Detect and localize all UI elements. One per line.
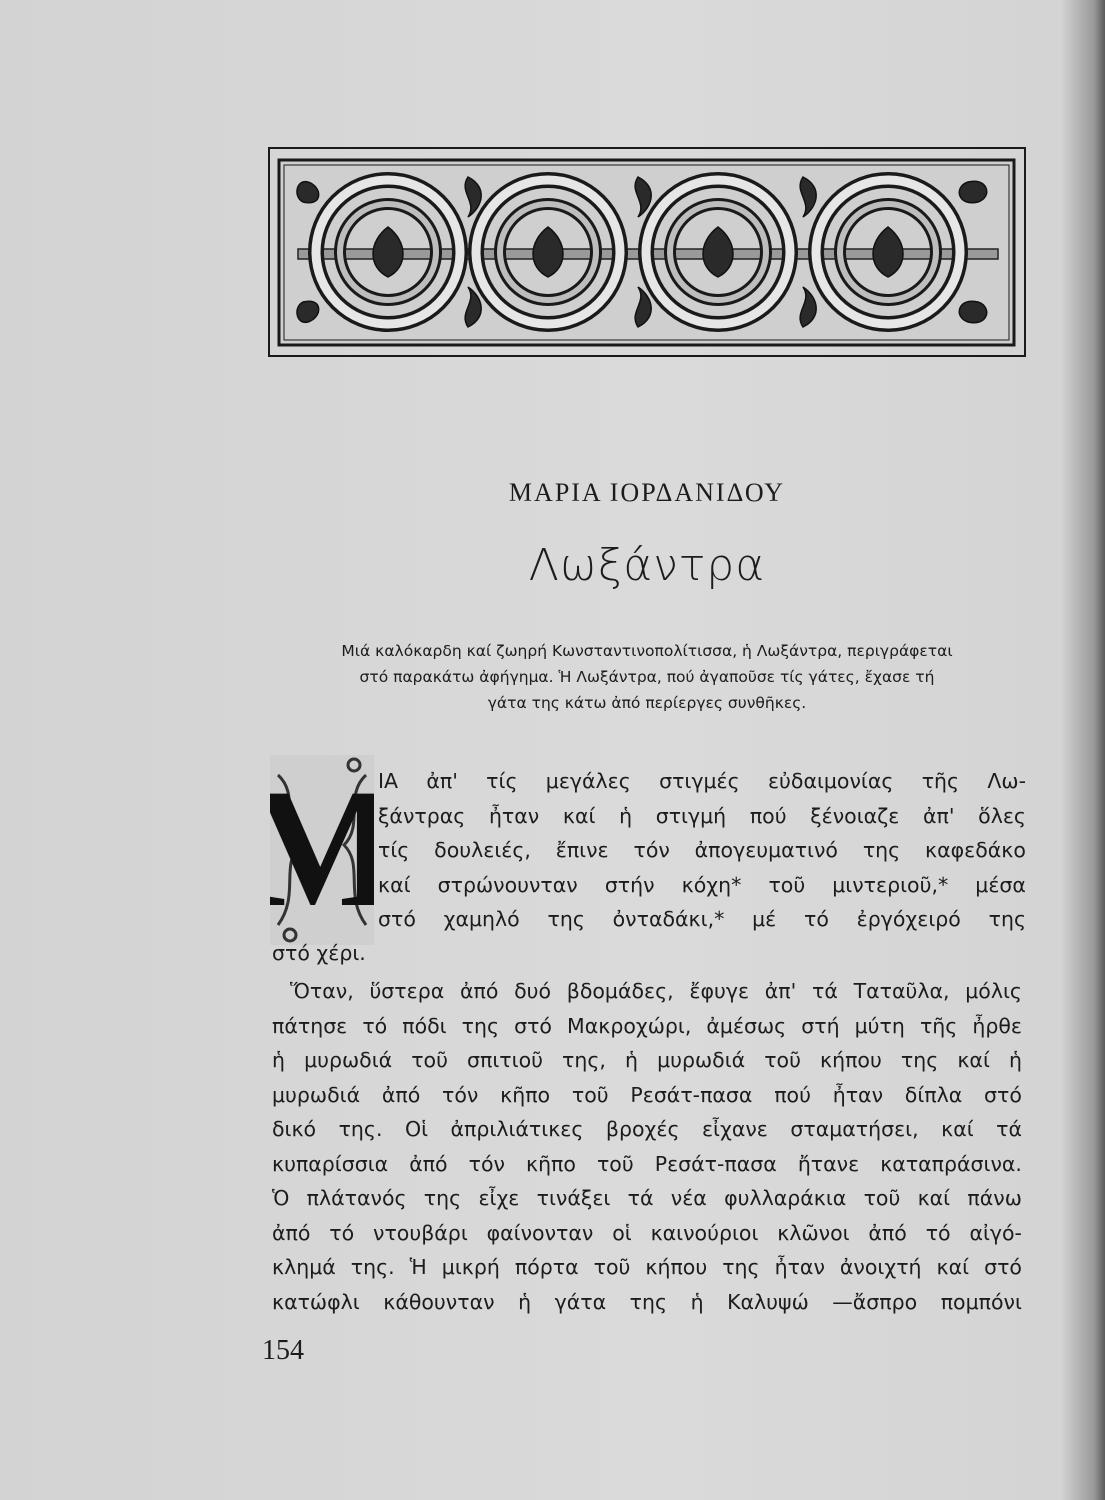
- text-line: δικό της. Οἱ ἀπριλιάτικες βροχές εἶχανε σταματήσει, καί τά: [272, 1117, 1022, 1141]
- intro-line: στό παρακάτω ἀφήγημα. Ἡ Λωξάντρα, πού ἀγαποῦσε τίς γάτες, ἔχασε τή: [359, 668, 935, 686]
- text-line: στό χαμηλό της ὀνταδάκι,* μέ τό ἐργόχειρό της: [378, 907, 1026, 931]
- text-line: στό χέρι.: [272, 941, 366, 965]
- paragraph-1: [378, 764, 1026, 937]
- text-line: Ὅταν, ὕστερα ἀπό δυό βδομάδες, ἔφυγε ἀπ' τά Ταταῦλα, μόλις: [290, 979, 1022, 1003]
- text-line: πάτησε τό πόδι της στό Μακροχώρι, ἀμέσως στή μύτη τῆς ἦρθε: [272, 1013, 1022, 1038]
- intro-line: γάτα της κάτω ἀπό περίεργες συνθῆκες.: [487, 694, 807, 712]
- text-line: μυρωδιά ἀπό τόν κῆπο τοῦ Ρεσάτ-πασα πού ἦταν δίπλα στό: [272, 1082, 1022, 1107]
- text-line: κατώφλι κάθουνταν ἡ γάτα της ἡ Καλυψώ —ἄσπρο πομπόνι: [272, 1289, 1022, 1314]
- intro-line: Μιά καλόκαρδη καί ζωηρή Κωνσταντινοπολίτισσα, ἡ Λωξάντρα, περιγράφεται: [341, 642, 953, 660]
- text-line: κλημά της. Ἡ μικρή πόρτα τοῦ κήπου της ἦταν ἀνοιχτή καί στό: [272, 1255, 1022, 1279]
- text-line: κυπαρίσσια ἀπό τόν κῆπο τοῦ Ρεσάτ-πασα ἤτανε καταπράσινα.: [272, 1151, 1022, 1176]
- drop-cap-letter: Μ: [270, 755, 374, 942]
- ornamental-header-band: [268, 147, 1026, 357]
- paragraph-2: [272, 974, 1022, 1319]
- intro-summary: [268, 638, 1026, 716]
- text-line: ξάντρας ἦταν καί ἡ στιγμή πού ξένοιαζε ἀπ' ὅλες: [378, 803, 1026, 828]
- text-line: τίς δουλειές, ἔπινε τόν ἀπογευματινό της καφεδάκο: [378, 838, 1026, 862]
- text-line: ἡ μυρωδιά τοῦ σπιτιοῦ της, ἡ μυρωδιά τοῦ κήπου της καί ἡ: [272, 1048, 1022, 1072]
- page-number: 154: [262, 1335, 304, 1366]
- text-line: ΙΑ ἀπ' τίς μεγάλες στιγμές εὐδαιμονίας τῆς Λω-: [378, 769, 1026, 793]
- author-name: ΜΑΡΙΑ ΙΟΡΔΑΝΙΔΟΥ: [508, 478, 786, 507]
- drop-cap-ornament: [270, 755, 374, 945]
- story-title: Λωξάντρα: [528, 540, 766, 591]
- text-line: Ὁ πλάτανός της εἶχε τινάξει τά νέα φυλλαράκια τοῦ καί πάνω: [272, 1186, 1022, 1210]
- text-line: καί στρώνουνταν στήν κόχη* τοῦ μιντεριοῦ,* μέσα: [378, 872, 1026, 897]
- text-line: ἀπό τό ντουβάρι φαίνονταν οἱ καινούριοι κλῶνοι ἀπό τό αἰγό-: [272, 1220, 1022, 1245]
